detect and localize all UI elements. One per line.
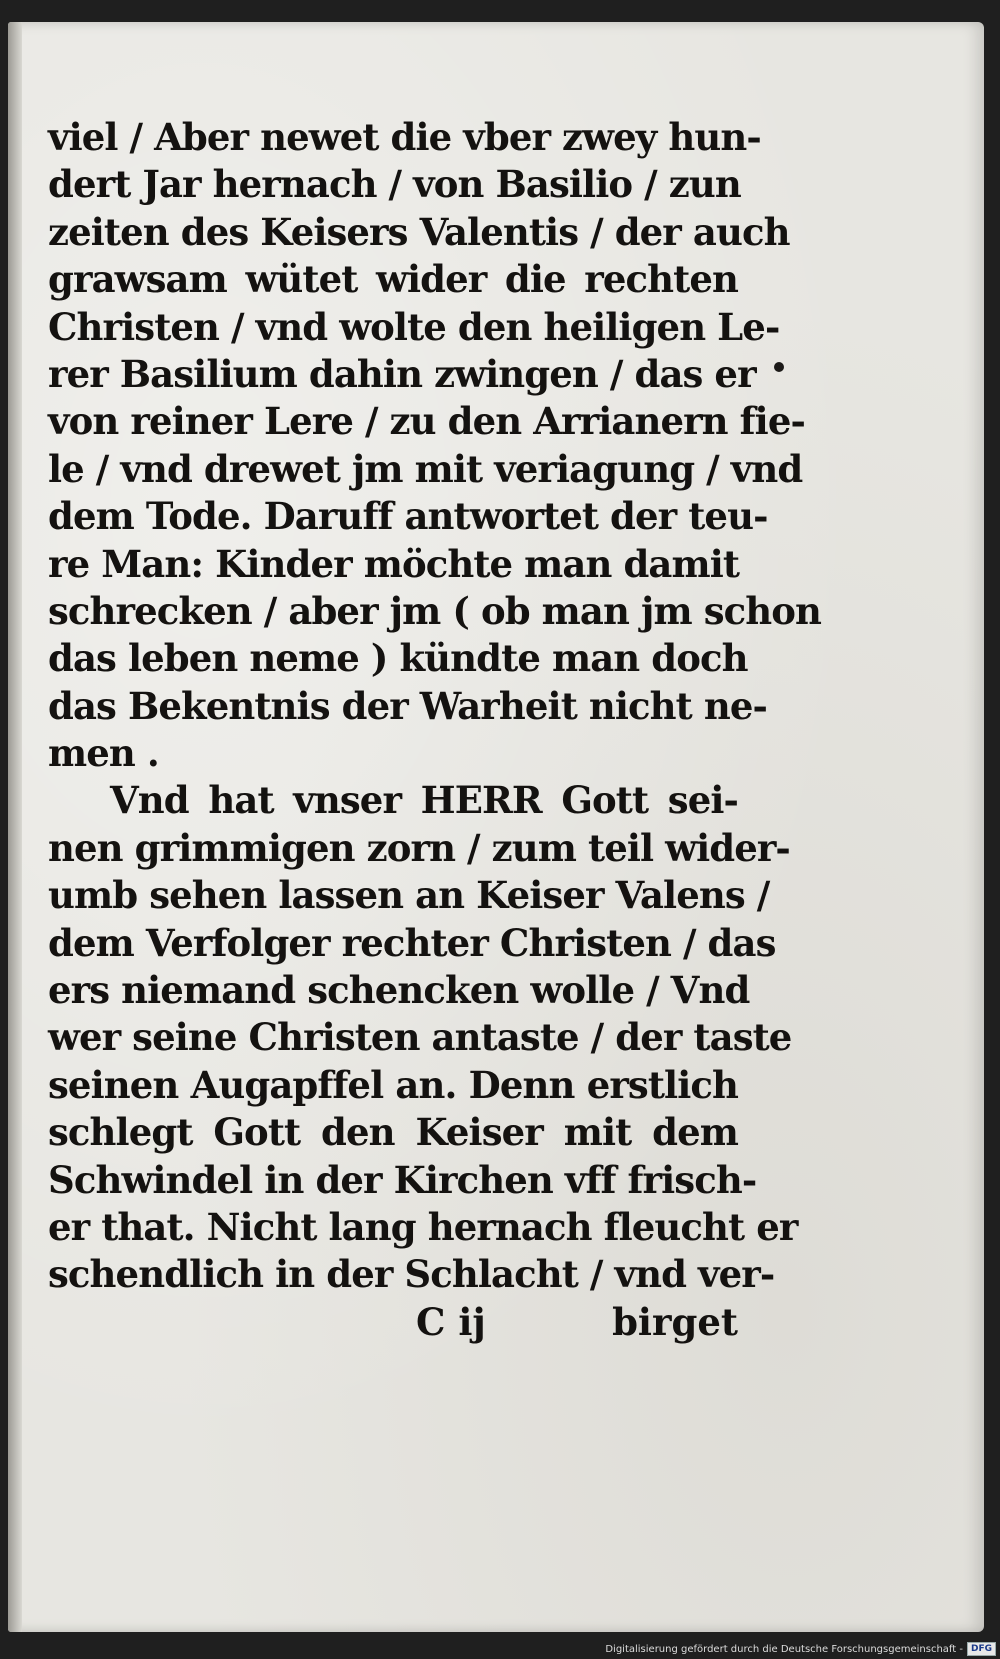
page-gutter (8, 22, 22, 1632)
text-line: dem Verfolger rechter Christen / das (48, 920, 776, 965)
funding-footer (605, 1642, 996, 1656)
footer-text: Digitalisierung gefördert durch die Deutsche Forschungsgemeinschaft - (605, 1643, 963, 1655)
text-line: viel / Aber newet die vber zwey hun- (48, 115, 761, 159)
text-line: dert Jar hernach / von Basilio / zun (48, 162, 741, 207)
signature-mark: C ij (416, 1299, 486, 1344)
text-line: zeiten des Keisers Valentis / der auch (48, 209, 790, 254)
dfg-logo-icon: DFG (967, 1642, 996, 1656)
text-line: von reiner Lere / zu den Arrianern fie- (48, 399, 805, 444)
text-line: dem Tode. Daruff antwortet der teu- (48, 494, 768, 539)
text-line: wer seine Christen antaste / der taste (48, 1015, 792, 1060)
text-line: umb sehen lassen an Keiser Valens / (48, 873, 770, 918)
text-line: nen grimmigen zorn / zum teil wider- (48, 825, 790, 870)
catchword: birget (612, 1299, 738, 1344)
book-page (8, 22, 984, 1632)
text-line: Schwindel in der Kirchen vff frisch- (48, 1157, 757, 1202)
page-text (48, 114, 822, 1346)
text-line: le / vnd drewet jm mit veriagung / vnd (48, 446, 803, 491)
text-line: re Man: Kinder möchte man damit (48, 541, 740, 586)
page-bottom-marks (48, 1299, 738, 1346)
text-line: rer Basilium dahin zwingen / das er (48, 351, 756, 396)
text-line: schrecken / aber jm ( ob man jm schon (48, 588, 822, 633)
text-line: schendlich in der Schlacht / vnd ver- (48, 1252, 775, 1297)
text-line: schlegt Gott den Keiser mit dem (48, 1110, 738, 1155)
text-line: das leben neme ) kündte man doch (48, 636, 748, 681)
marginal-ink-dot (774, 362, 784, 372)
text-line: Christen / vnd wolte den heiligen Le- (48, 304, 780, 349)
paragraph-first-line: Vnd hat vnser HERR Gott sei- (110, 778, 738, 823)
text-line: ers niemand schencken wolle / Vnd (48, 968, 750, 1013)
text-line: men . (48, 731, 159, 776)
text-line: grawsam wütet wider die rechten (48, 257, 738, 302)
text-line: das Bekentnis der Warheit nicht ne- (48, 683, 767, 728)
text-line: er that. Nicht lang hernach fleucht er (48, 1204, 798, 1249)
text-line: seinen Augapffel an. Denn erstlich (48, 1062, 738, 1107)
